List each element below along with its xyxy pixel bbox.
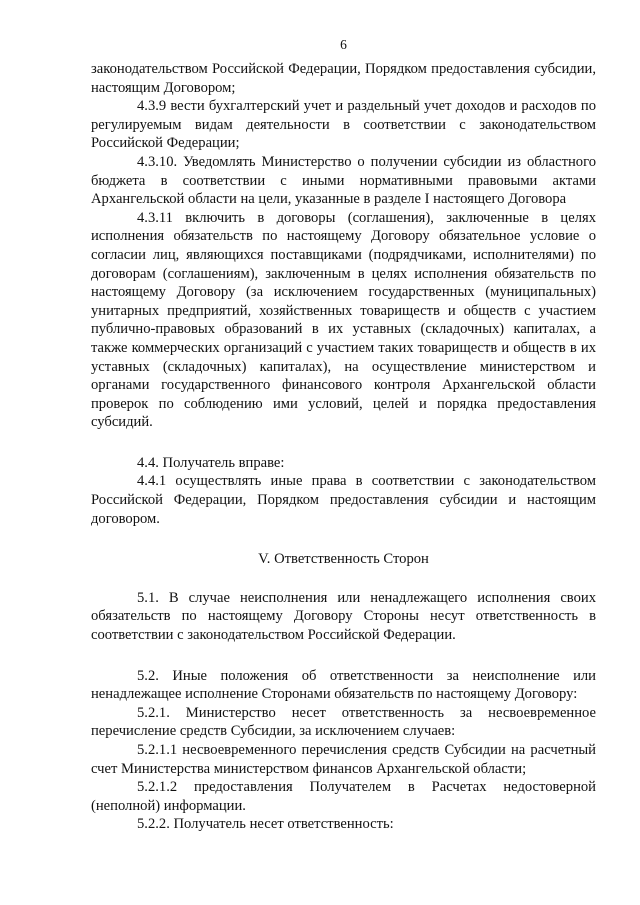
paragraph-4-4-1: 4.4.1 осуществлять иные права в соответствии с законодательством Российской Федерации, Порядком предоставления субсидии и настоящим договором. (91, 473, 596, 527)
paragraph-4-3-10: 4.3.10. Уведомлять Министерство о получении субсидии из областного бюджета в соответствии с иными нормативными правовыми актами Архангельской области на цели, указанные в разделе I настоящего Договора (91, 153, 596, 208)
page-number: 6 (340, 37, 347, 52)
spacer (91, 645, 596, 667)
paragraph-5-2-1-1: 5.2.1.1 несвоевременного перечисления средств Субсидии на расчетный счет Министерства министерством финансов Архангельской области; (91, 742, 596, 777)
paragraph-5-2-1-2: 5.2.1.2 предоставления Получателем в Расчетах недостоверной (неполной) информации. (91, 779, 596, 814)
document-page (91, 34, 596, 834)
paragraph-5-2: 5.2. Иные положения об ответственности за неисполнение или ненадлежащее исполнение Сторонами обязательств по настоящему Договору: (91, 667, 596, 703)
paragraph-4-3-11: 4.3.11 включить в договоры (соглашения), заключенные в целях исполнения обязательств по настоящему Договору обязательное условие о согласии лиц, являющихся поставщиками (подрядчиками, исполнителями) по договорам (соглашениям), заключенным в целях исполнения обязательств по настоящему Договору (за исключением государственных (муниципальных) унитарных предприятий, хозяйственных товариществ и обществ с участием публично-правовых образований в их уставных (складочных) капиталах, а также коммерческих организаций с участием таких товариществ и обществ в их уставных (складочных) капиталах), на осуществление министерством и органами государственного финансового контроля Архангельской области проверок по соблюдению ими условий, целей и порядка предоставления субсидий. (91, 209, 596, 431)
section-heading: V. Ответственность Сторон (258, 551, 429, 568)
paragraph-5-2-1: 5.2.1. Министерство несет ответственность за несвоевременное перечисление средств Субсидии, за исключением случаев: (91, 704, 596, 740)
spacer (91, 432, 596, 454)
paragraph-continuation: законодательством Российской Федерации, Порядком предоставления субсидии, настоящим Договором; (91, 61, 596, 96)
paragraph-5-2-2: 5.2.2. Получатель несет ответственность: (137, 816, 394, 833)
paragraph-4-4: 4.4. Получатель вправе: (137, 454, 285, 471)
spacer (91, 528, 596, 550)
paragraph-4-3-9: 4.3.9 вести бухгалтерский учет и раздельный учет доходов и расходов по регулируемым видам деятельности в соответствии с законодательством Российской Федерации; (91, 98, 596, 152)
paragraph-5-1: 5.1. В случае неисполнения или ненадлежащего исполнения своих обязательств по настоящему Договору Стороны несут ответственность в соответствии с законодательством Российской Федерации. (91, 589, 596, 644)
